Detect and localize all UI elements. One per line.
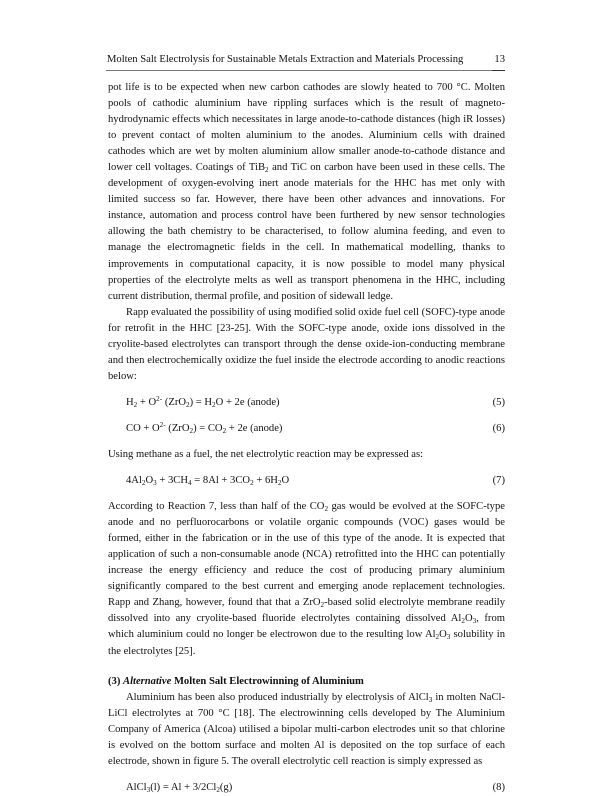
equation-5-body: $H_2 + O^{2-}$ $(ZrO_2) = H_2O + 2e$ (anode) [126,394,280,409]
running-header [107,53,505,66]
paragraph-hhc-advances: pot life is to be expected when new carbon cathodes are slowly heated to 700 °C. Molten pools of cathodic aluminium have rippling surfaces which is the result of magneto-hydrodynamic effects which necessitates in large anode-to-cathode distances (high iR losses) to prevent contact of molten aluminium to the anodes. Aluminium cells with drained cathodes which are wet by molten aluminium allow smaller anode-to-cathode distance and lower cell voltages. Coatings of TiB$_2$ and TiC on carbon have been used in these cells. The development of oxygen-evolving inert anode materials for the HHC has met only with limited success so far. However, there have been other advances and innovations. For instance, automation and process control have been furthered by new sensor technologies allowing the bath chemistry to be characterised, to follow alumina feeding, and even to manage the electromagnetic fields in the cell. In mathematical modelling, thanks to improvements in computational capacity, it is now possible to model many physical properties of the electrolyte melts as well as transport phenomena in the HHC, including current distribution, thermal profile, and position of sidewall ledge. [108,82,506,302]
paragraph-alcl3-electrowinning: Aluminium has been also produced industrially by electrolysis of AlCl$_3$ in molten NaCl-LiCl electrolytes at 700 °C [18]. The electrowinning cells developed by The Aluminium Company of America (Alcoa) utilised a bipolar multi-carbon electrodes unit so that chlorine is evolved on the bottom surface and molten Al is deposited on the top surface of each electrode, shown in figure 5. The overall electrolytic cell reaction is simply expressed as [108,691,505,767]
equation-5 [108,395,505,411]
equation-7-body: $4Al_2O_3 + 3CH_4 = 8Al + 3CO_2 + 6H_2O$ [126,475,290,488]
paragraph-sofc-anode: Rapp evaluated the possibility of using modified solid oxide fuel cell (SOFC)-type anode for retrofit in the HHC [23-25]. With the SOFC-type anode, oxide ions dissolved in the cryolite-based electrolytes can transport through the dense oxide-ion-conducting membrane and then electrochemically oxidize the fuel inside the electrode according to anodic reactions below: [108,306,505,382]
equation-8-number: (8) [492,781,505,793]
equation-6-number: (6) [492,422,505,434]
body-text [108,80,505,796]
equation-5-number: (5) [492,396,505,408]
page-number: 13 [494,54,505,65]
paragraph-methane-intro: Using methane as a fuel, the net electrolytic reaction may be expressed as: [108,448,424,460]
equation-7 [108,473,505,489]
equation-8 [108,780,505,796]
paragraph-reaction-7-discussion: According to Reaction 7, less than half of the $CO_2$ gas would be evolved at the SOFC-type anode and no perfluorocarbons or volatile organic compounds (VOC) gases would be formed, either in the fabrication or in the use of this type of the anode. It is expected that application of such a non-consumable anode (NCA) retrofitted into the HHC can potentially increase the energy efficiency and reduce the cost of producing primary aluminium significantly compared to the best current and emerging anode replacement technologies. Rapp and Zhang, however, found that that a ZrO$_2$-based solid electrolyte membrane readily dissolved into any cryolite-based fluoride electrolytes containing dissolved $Al_2O_3$, from which aluminium could no longer be electrowon due to the resulting low $Al_2O_3$ solubility in the electrolytes [25]. [108,501,506,657]
running-title: Molten Salt Electrolysis for Sustainable Metals Extraction and Materials Processing [107,54,464,65]
section-heading: (3) Alternative Molten Salt Electrowinning of Aluminium [108,675,364,687]
equation-6-body: CO + $O^{2-}$ $(ZrO_2) = CO_2 + 2e$ (anode) [126,420,283,435]
header-rule [106,70,505,71]
equation-7-number: (7) [492,475,505,487]
equation-8-body: AlCl$_3$(l) = $Al + 3/2Cl_2(g)$ [126,781,233,794]
equation-6 [108,421,505,437]
header-rule-mark [492,70,505,71]
